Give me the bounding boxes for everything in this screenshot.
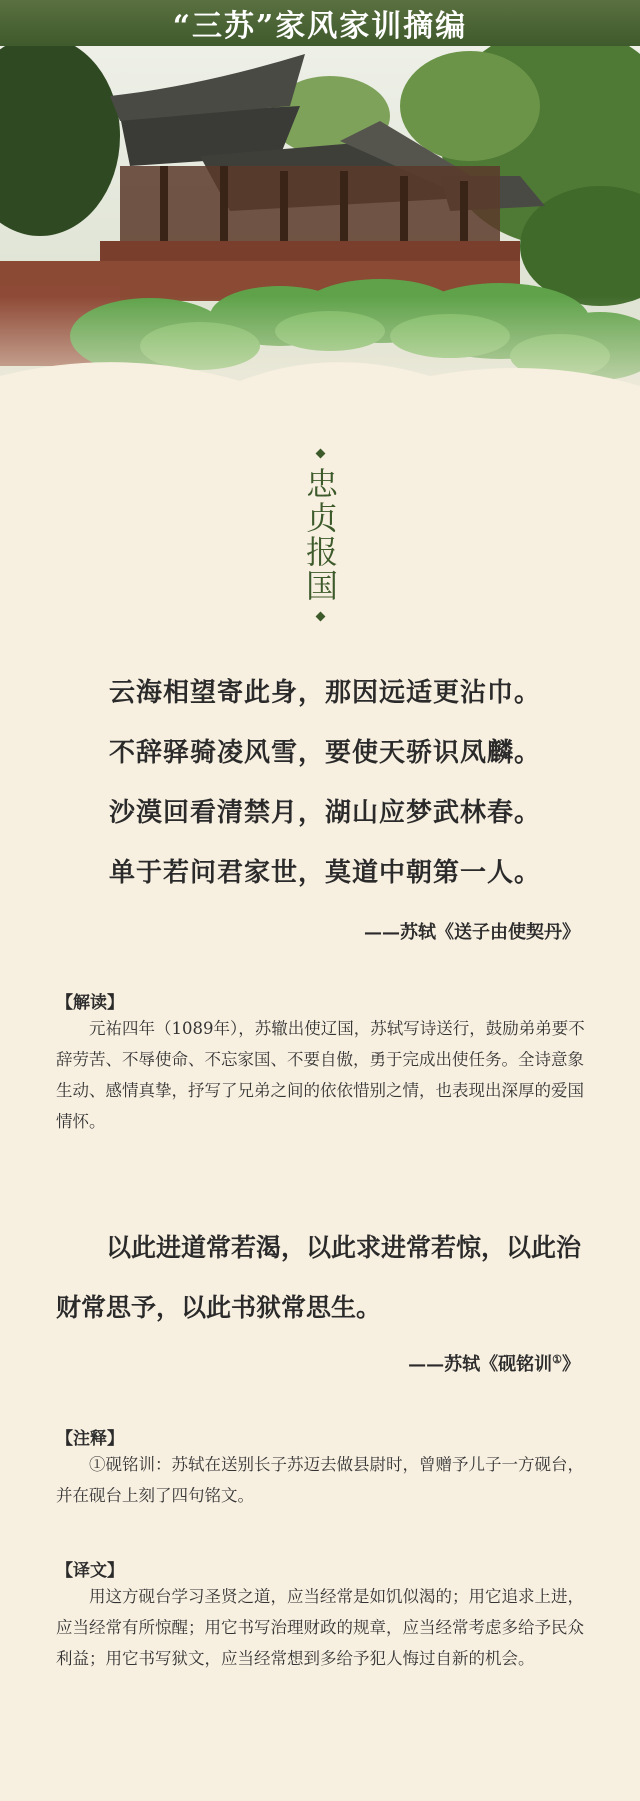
translation-heading: 【译文】 <box>56 1561 124 1581</box>
section-title <box>300 446 340 624</box>
hero-image <box>0 46 640 436</box>
pavilion-lotus-illustration <box>0 46 640 436</box>
motto-attribution <box>408 1350 580 1376</box>
poem <box>109 672 609 912</box>
title-banner <box>0 0 640 46</box>
motto-attribution-main: ——苏轼《砚铭训 <box>408 1354 553 1375</box>
poem-attribution: ——苏轼《送子由使契丹》 <box>364 922 580 943</box>
interpretation-text: 元祐四年（1089年），苏辙出使辽国，苏轼写诗送行，鼓励弟弟要不辞劳苦、不辱使命、不忘家国、不要自傲，勇于完成出使任务。全诗意象生动、感情真挚，抒写了兄弟之间的依依惜别之情，也表现出深厚的爱国情怀。 <box>56 1019 585 1131</box>
footnote-marker: ① <box>552 1353 562 1366</box>
section-title-text: 忠贞报国 <box>301 467 339 603</box>
poem-line: 单于若问君家世，莫道中朝第一人。 <box>109 858 542 888</box>
interpretation-heading: 【解读】 <box>56 993 124 1013</box>
motto-attribution-end: 》 <box>562 1354 580 1375</box>
diamond-ornament-top <box>315 449 325 459</box>
notes-text: ①砚铭训：苏轼在送别长子苏迈去做县尉时，曾赠予儿子一方砚台，并在砚台上刻了四句铭文。 <box>56 1455 584 1505</box>
notes-heading: 【注释】 <box>56 1429 124 1449</box>
poem-line: 云海相望寄此身，那因远适更沾巾。 <box>109 678 542 708</box>
poem-line: 沙漠回看清禁月，湖山应梦武林春。 <box>109 798 542 828</box>
motto-text: 以此进道常若渴，以此求进常若惊，以此治财常思予，以此书狱常思生。 <box>56 1233 582 1322</box>
translation-text: 用这方砚台学习圣贤之道，应当经常是如饥似渴的；用它追求上进，应当经常有所惊醒；用它书写治理财政的规章，应当经常考虑多给予民众利益；用它书写狱文，应当经常想到多给予犯人悔过自新的机会。 <box>56 1587 584 1668</box>
page-title: “三苏”家风家训摘编 <box>172 9 468 44</box>
poem-line: 不辞驿骑凌风雪，要使天骄识凤麟。 <box>109 738 542 768</box>
diamond-ornament-bottom <box>315 612 325 622</box>
